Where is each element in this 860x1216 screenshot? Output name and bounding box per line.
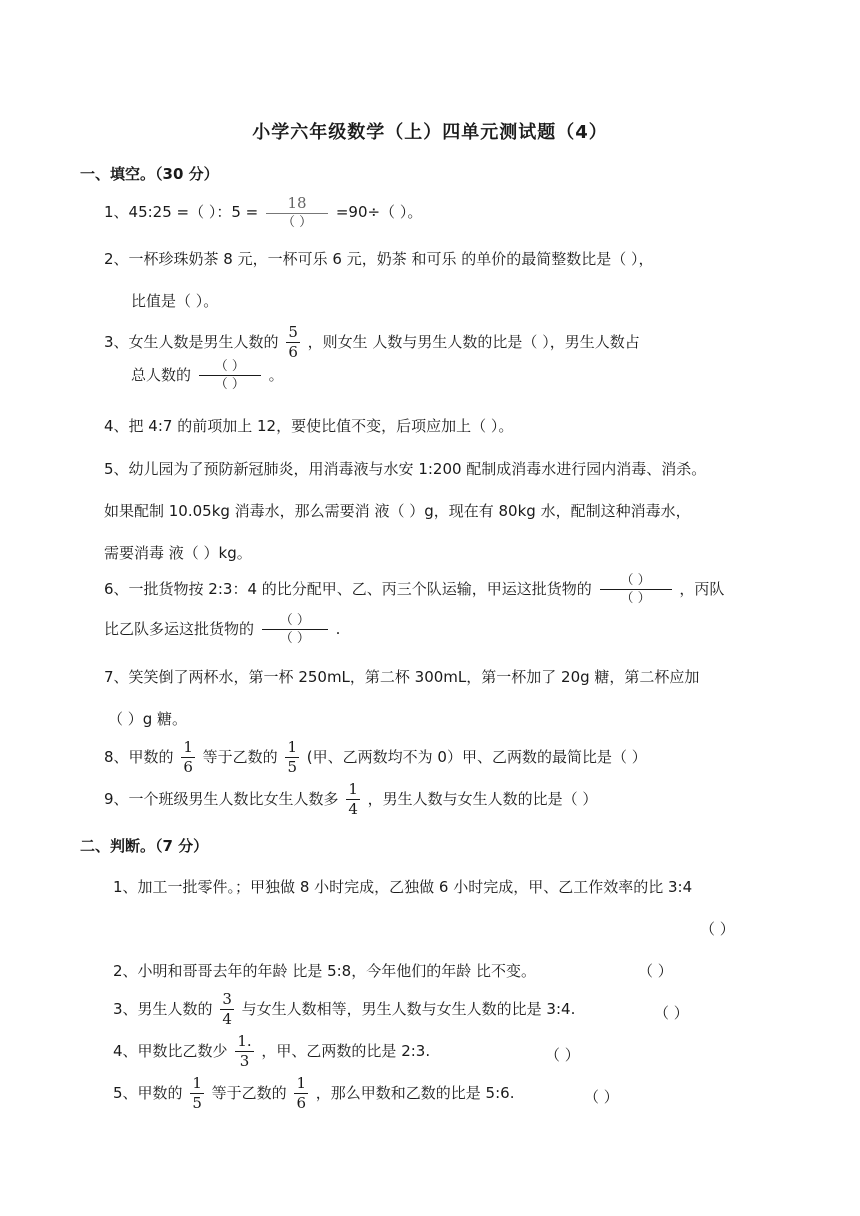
j5-fraction-2 [294, 1076, 308, 1111]
question-6-line-1 [104, 574, 724, 605]
j5-f2-den: 6 [296, 1094, 306, 1112]
j4-fraction [235, 1034, 253, 1069]
question-4: 4、把 4:7 的前项加上 12，要使比值不变，后项应加上（ ）。 [104, 417, 514, 435]
judge-1: 1、加工一批零件。；甲独做 8 小时完成，乙独做 6 小时完成，甲、乙工作效率的比 3:4 [113, 878, 693, 896]
q6-blank-fraction-2 [262, 614, 328, 645]
q6-blank-num: （ ） [620, 573, 651, 588]
q1-text-b: =90÷（ ）。 [335, 203, 423, 221]
q3-frac-den: 6 [288, 343, 298, 361]
j5-f1-num: 1 [192, 1074, 202, 1092]
q8-fraction-1 [181, 740, 195, 775]
question-9 [104, 782, 597, 817]
question-6-line-2 [104, 614, 340, 645]
j4-f-num: 1. [237, 1032, 252, 1050]
q8-f2-num: 1 [287, 738, 297, 756]
judge-2: 2、小明和哥哥去年的年龄 比是 5:8，今年他们的年龄 比不变。 [113, 962, 536, 980]
q1-frac-den: （ ） [281, 215, 313, 230]
q9-text-a: 9、一个班级男生人数比女生人数多 [104, 790, 339, 808]
judge-5 [113, 1076, 514, 1111]
q8-f2-den: 5 [287, 758, 297, 776]
q3-text-b: ，则女生 人数与男生人数的比是（ ），男生人数占 [307, 333, 640, 351]
judge-5-answer-paren: （ ） [584, 1088, 619, 1106]
question-1 [104, 196, 422, 229]
q8-text-b: 等于乙数的 [202, 748, 278, 766]
judge-3 [113, 992, 575, 1027]
q8-text-a: 8、甲数的 [104, 748, 174, 766]
q3-fraction [286, 325, 300, 360]
q1-frac-num: 18 [287, 194, 307, 212]
fraction-bar [262, 629, 328, 630]
judge-4 [113, 1034, 430, 1069]
question-7-line-1: 7、笑笑倒了两杯水，第一杯 250mL，第二杯 300mL，第一杯加了 20g 糖，第二杯应加 [104, 668, 700, 686]
judge-4-answer-paren: （ ） [545, 1046, 580, 1064]
j5-text-b: 等于乙数的 [211, 1084, 287, 1102]
j3-fraction [220, 992, 234, 1027]
judge-1-answer-paren: （ ） [700, 920, 735, 938]
q6-blank2-den: （ ） [279, 631, 310, 646]
judge-2-answer-paren: （ ） [638, 962, 673, 980]
fraction-bar [199, 375, 261, 376]
q6-text-b: ，丙队 [679, 580, 725, 598]
q9-text-b: ，男生人数与女生人数的比是（ ） [367, 790, 598, 808]
j3-text-b: 与女生人数相等，男生人数与女生人数的比是 3:4. [241, 1000, 576, 1018]
judge-3-answer-paren: （ ） [654, 1004, 689, 1022]
q3-text-d: 。 [268, 366, 284, 384]
j4-text-a: 4、甲数比乙数少 [113, 1042, 228, 1060]
fraction-bar [600, 589, 672, 590]
j3-f-num: 3 [222, 990, 232, 1008]
q3-text-a: 3、女生人数是男生人数的 [104, 333, 279, 351]
j5-text-c: ，那么甲数和乙数的比是 5:6. [315, 1084, 515, 1102]
j5-f2-num: 1 [296, 1074, 306, 1092]
fraction-bar [266, 213, 328, 214]
page-title: 小学六年级数学（上）四单元测试题（4） [252, 122, 608, 143]
j5-f1-den: 5 [192, 1094, 202, 1112]
q6-text-d: . [335, 620, 341, 638]
j4-text-b: ，甲、乙两数的比是 2:3. [261, 1042, 431, 1060]
q6-text-a: 6、一批货物按 2:3：4 的比分配甲、乙、丙三个队运输，甲运这批货物的 [104, 580, 592, 598]
section-heading-judge: 二、判断。（7 分） [80, 837, 209, 855]
question-5-line-1: 5、幼儿园为了预防新冠肺炎，用消毒液与水安 1:200 配制成消毒水进行园内消毒、消杀。 [104, 460, 707, 478]
j3-text-a: 3、男生人数的 [113, 1000, 213, 1018]
q1-text-a: 1、45:25 =（ ）：5 = [104, 203, 259, 221]
q3-blank-fraction [199, 360, 261, 391]
question-5-line-2: 如果配制 10.05kg 消毒水，那么需要消 液（ ）g，现在有 80kg 水，配制这种消毒水， [104, 502, 691, 520]
j5-text-a: 5、甲数的 [113, 1084, 183, 1102]
question-2-line-1: 2、一杯珍珠奶茶 8 元，一杯可乐 6 元，奶茶 和可乐 的单价的最简整数比是（ ）， [104, 250, 654, 268]
question-3-line-1 [104, 325, 640, 360]
section-heading-fill-blank: 一、填空。（30 分） [80, 165, 219, 183]
q8-text-c: (甲、乙两数均不为 0）甲、乙两数的最简比是（ ） [306, 748, 647, 766]
q6-blank-fraction-1 [600, 574, 672, 605]
q8-fraction-2 [285, 740, 299, 775]
question-5-line-3: 需要消毒 液（ ）kg。 [104, 544, 252, 562]
q8-f1-num: 1 [183, 738, 193, 756]
q9-fraction [346, 782, 360, 817]
q9-f-num: 1 [348, 780, 358, 798]
q6-text-c: 比乙队多运这批货物的 [104, 620, 255, 638]
q6-blank-den: （ ） [620, 591, 651, 606]
q3-blank-den: （ ） [214, 377, 245, 392]
j4-f-den: 3 [239, 1052, 250, 1070]
question-8 [104, 740, 647, 775]
q3-text-c: 总人数的 [131, 366, 192, 384]
question-7-line-2: （ ）g 糖。 [108, 710, 188, 728]
question-2-line-2: 比值是（ ）。 [131, 292, 219, 310]
q1-fraction [266, 196, 328, 229]
question-3-line-2 [131, 360, 284, 391]
q3-frac-num: 5 [288, 323, 298, 341]
q8-f1-den: 6 [183, 758, 193, 776]
j5-fraction-1 [190, 1076, 204, 1111]
j3-f-den: 4 [222, 1010, 232, 1028]
q9-f-den: 4 [348, 800, 358, 818]
q6-blank2-num: （ ） [279, 613, 310, 628]
q3-blank-num: （ ） [214, 359, 245, 374]
